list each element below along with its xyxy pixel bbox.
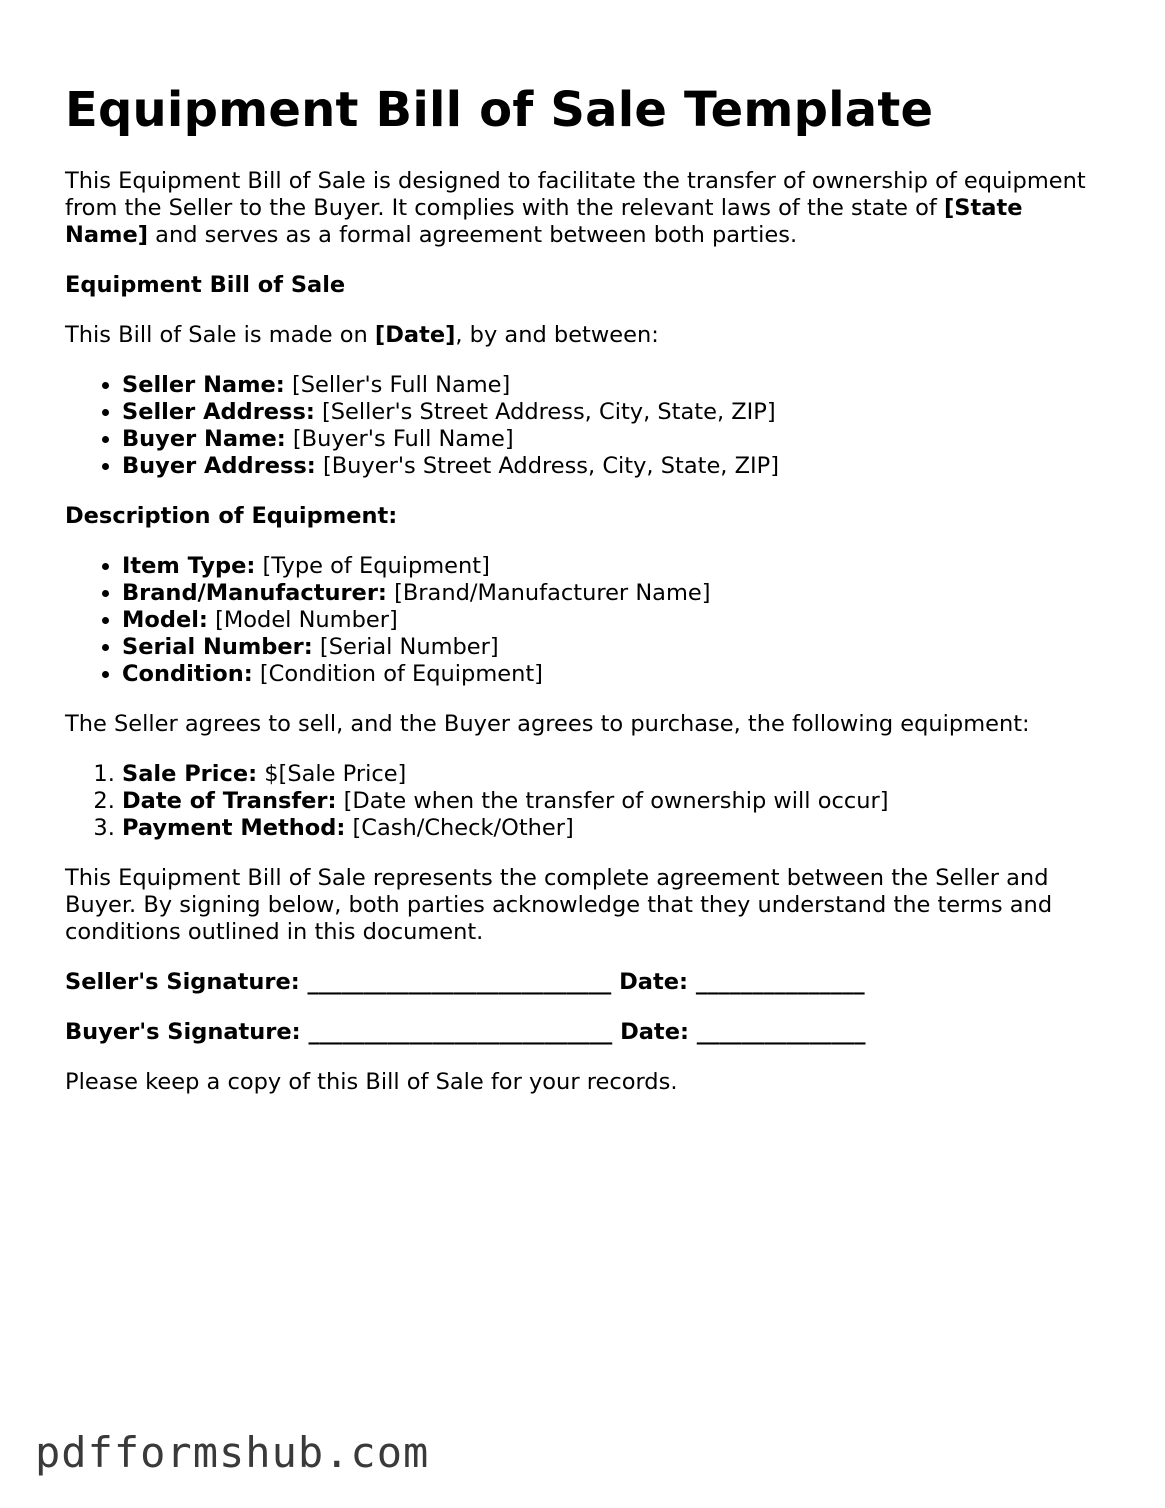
item-value: [Seller's Street Address, City, State, ZIP]	[314, 399, 776, 425]
item-value: [Seller's Full Name]	[284, 372, 511, 398]
item-value: [Cash/Check/Other]	[345, 815, 574, 841]
state-placeholder: [State Name]	[65, 195, 1023, 248]
item-value: [Brand/Manufacturer Name]	[386, 580, 711, 606]
item-value: [Buyer's Street Address, City, State, ZIP]	[315, 453, 779, 479]
list-item-seller-name	[122, 372, 1105, 399]
list-item-sale-price	[122, 761, 1105, 788]
list-item-condition	[122, 661, 1105, 688]
date-placeholder: [Date]	[374, 322, 456, 348]
item-value: $[Sale Price]	[257, 761, 407, 787]
seller-signature-text: Seller's Signature: ___________________________ Date: _______________	[65, 969, 865, 995]
agreement-paragraph: The Seller agrees to sell, and the Buyer agrees to purchase, the following equipment:	[65, 711, 1030, 737]
item-label: Condition:	[122, 661, 253, 687]
item-label: Sale Price:	[122, 761, 258, 787]
item-label: Serial Number:	[122, 634, 313, 660]
buyer-signature-text: Buyer's Signature: ___________________________ Date: _______________	[65, 1019, 866, 1045]
made-on-paragraph	[65, 322, 1105, 349]
item-label: Buyer Name:	[122, 426, 286, 452]
item-label: Brand/Manufacturer:	[122, 580, 387, 606]
closing-paragraph: This Equipment Bill of Sale represents the complete agreement between the Seller and Buyer. By signing below, both parties acknowledge that they understand the terms and conditions outlined in this document.	[65, 865, 1053, 945]
item-label: Buyer Address:	[122, 453, 316, 479]
list-item-seller-address	[122, 399, 1105, 426]
section-heading: Equipment Bill of Sale	[65, 272, 346, 298]
list-item-item-type	[122, 553, 1105, 580]
intro-paragraph	[65, 168, 1105, 249]
records-note: Please keep a copy of this Bill of Sale for your records.	[65, 1069, 678, 1095]
item-value: [Serial Number]	[312, 634, 499, 660]
intro-text-2: and serves as a formal agreement between both parties.	[148, 222, 798, 248]
made-on-text-2: , by and between:	[455, 322, 659, 348]
intro-text-1: This Equipment Bill of Sale is designed to facilitate the transfer of ownership of equipment from the Seller to the Buyer. It complies with the relevant laws of the state of	[65, 168, 1086, 221]
made-on-text-1: This Bill of Sale is made on	[65, 322, 375, 348]
item-label: Seller Address:	[122, 399, 315, 425]
item-label: Date of Transfer:	[122, 788, 337, 814]
item-value: [Condition of Equipment]	[252, 661, 543, 687]
list-item-model	[122, 607, 1105, 634]
item-label: Model:	[122, 607, 208, 633]
item-label: Seller Name:	[122, 372, 285, 398]
watermark-text: pdfformshub.com	[35, 1428, 430, 1477]
parties-list	[65, 372, 1105, 480]
list-item-buyer-address	[122, 453, 1105, 480]
list-item-payment-method	[122, 815, 1105, 842]
item-value: [Date when the transfer of ownership will occur]	[336, 788, 889, 814]
buyer-signature-line	[65, 1019, 1105, 1046]
seller-signature-line	[65, 969, 1105, 996]
list-item-buyer-name	[122, 426, 1105, 453]
list-item-serial	[122, 634, 1105, 661]
document-page	[65, 80, 1105, 1119]
equipment-list	[65, 553, 1105, 688]
item-value: [Model Number]	[207, 607, 398, 633]
list-item-date-of-transfer	[122, 788, 1105, 815]
document-title: Equipment Bill of Sale Template	[65, 82, 934, 138]
terms-list	[65, 761, 1105, 842]
item-label: Item Type:	[122, 553, 256, 579]
item-value: [Buyer's Full Name]	[285, 426, 514, 452]
list-item-brand	[122, 580, 1105, 607]
equipment-heading: Description of Equipment:	[65, 503, 398, 529]
item-value: [Type of Equipment]	[255, 553, 490, 579]
item-label: Payment Method:	[122, 815, 346, 841]
